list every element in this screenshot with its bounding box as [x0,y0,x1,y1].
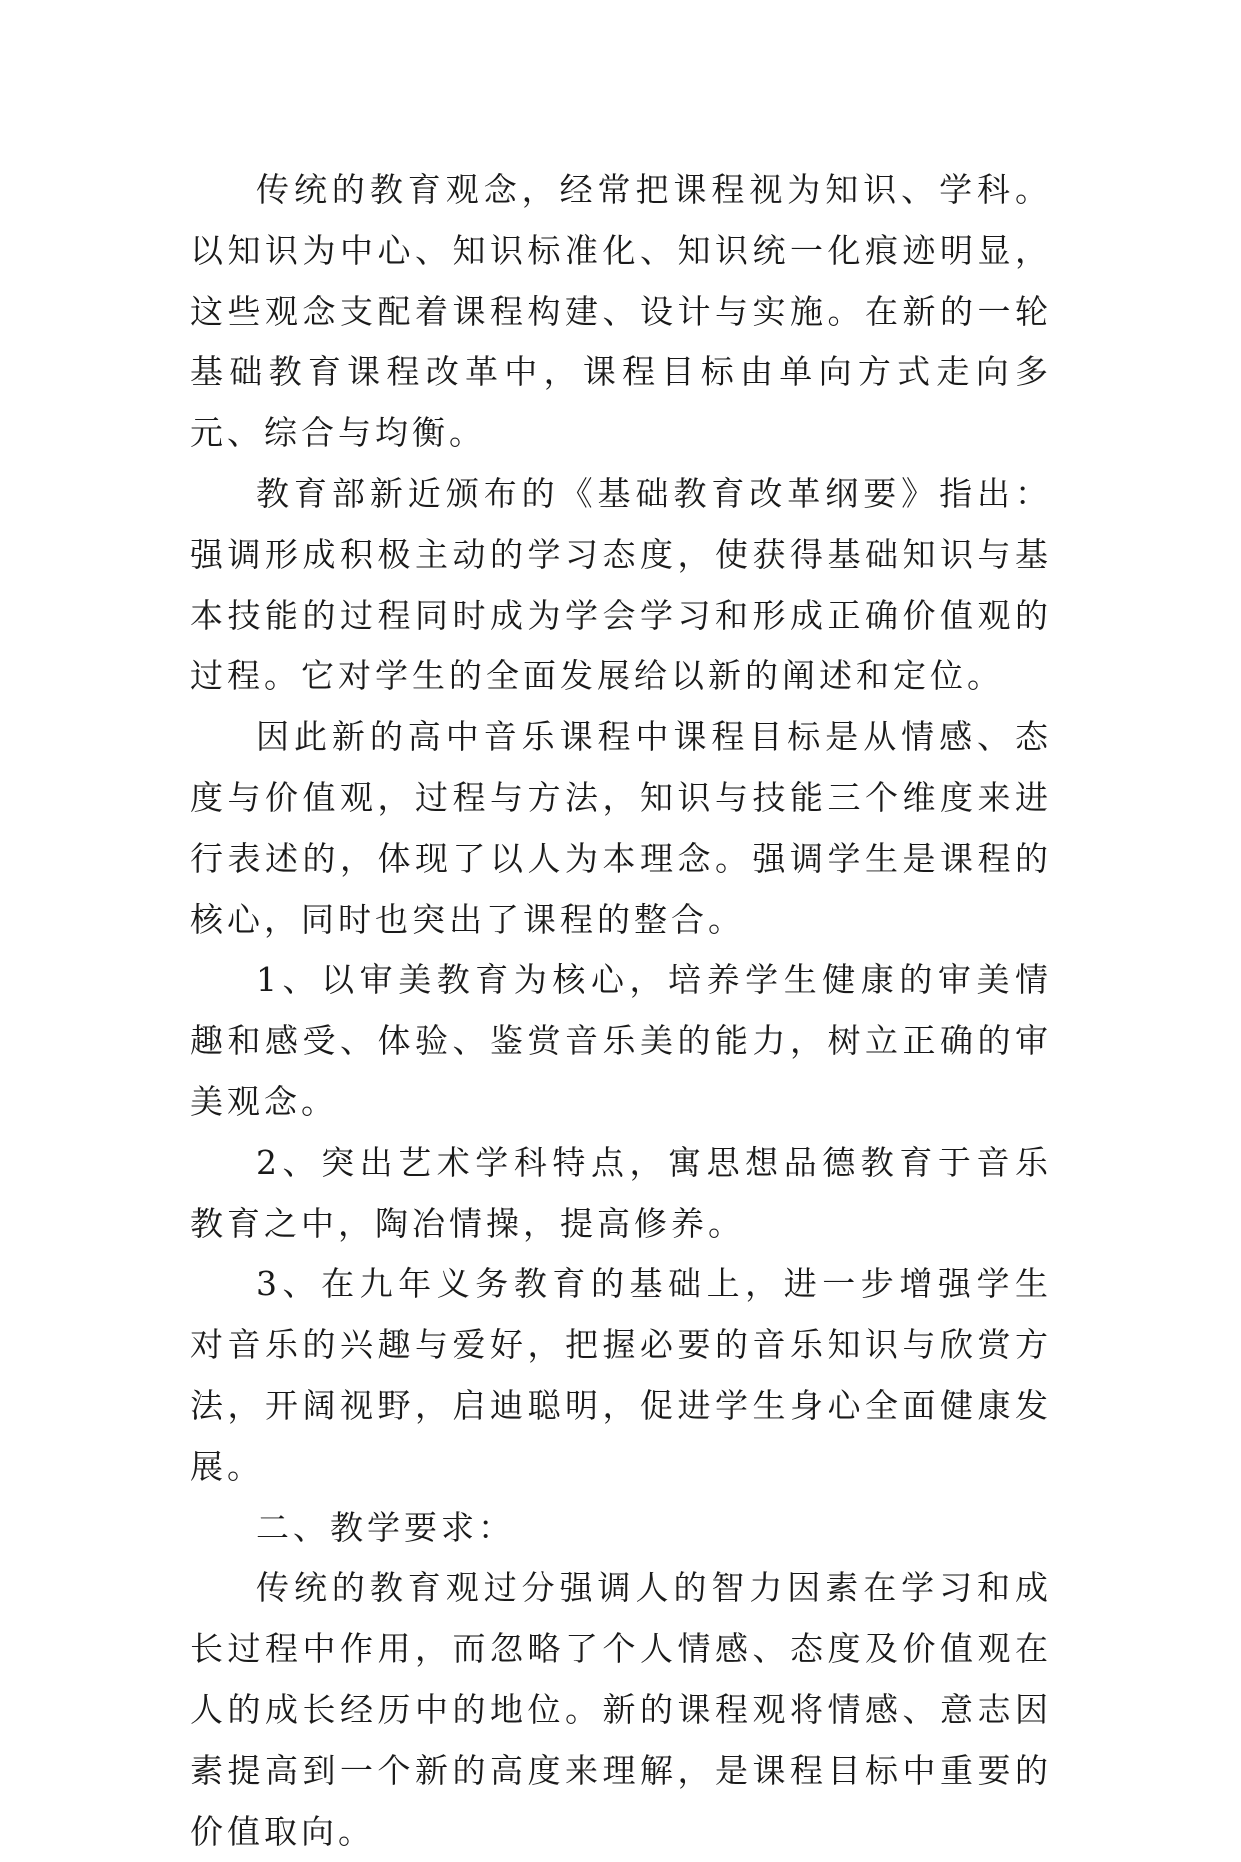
list-item-2: 2、突出艺术学科特点，寓思想品德教育于音乐教育之中，陶冶情操，提高修养。 [190,1142,1052,1243]
paragraph-reform-outline: 教育部新近颁布的《基础教育改革纲要》指出：强调形成积极主动的学习态度，使获得基础知识与基本技能的过程同时成为学会学习和形成正确价值观的过程。它对学生的全面发展给以新的阐述和定位。 [190,473,1052,696]
document-body [190,160,1052,1862]
paragraph-intro: 传统的教育观念，经常把课程视为知识、学科。以知识为中心、知识标准化、知识统一化痕迹明显，这些观念支配着课程构建、设计与实施。在新的一轮基础教育课程改革中，课程目标由单向方式走向多元、综合与均衡。 [190,170,1052,453]
list-item-3: 3、在九年义务教育的基础上，进一步增强学生对音乐的兴趣与爱好，把握必要的音乐知识与欣赏方法，开阔视野，启迪聪明，促进学生身心全面健康发展。 [190,1264,1052,1486]
paragraph-teaching-requirements: 传统的教育观过分强调人的智力因素在学习和成长过程中作用，而忽略了个人情感、态度及价值观在人的成长经历中的地位。新的课程观将情感、意志因素提高到一个新的高度来理解，是课程目标中重要的价值取向。 [190,1568,1052,1851]
paragraph-curriculum-goals: 因此新的高中音乐课程中课程目标是从情感、态度与价值观，过程与方法，知识与技能三个维度来进行表述的，体现了以人为本理念。强调学生是课程的核心，同时也突出了课程的整合。 [190,717,1052,939]
list-item-1: 1、以审美教育为核心，培养学生健康的审美情趣和感受、体验、鉴赏音乐美的能力，树立正确的审美观念。 [190,960,1052,1121]
section-heading-teaching-requirements: 二、教学要求： [256,1507,515,1547]
